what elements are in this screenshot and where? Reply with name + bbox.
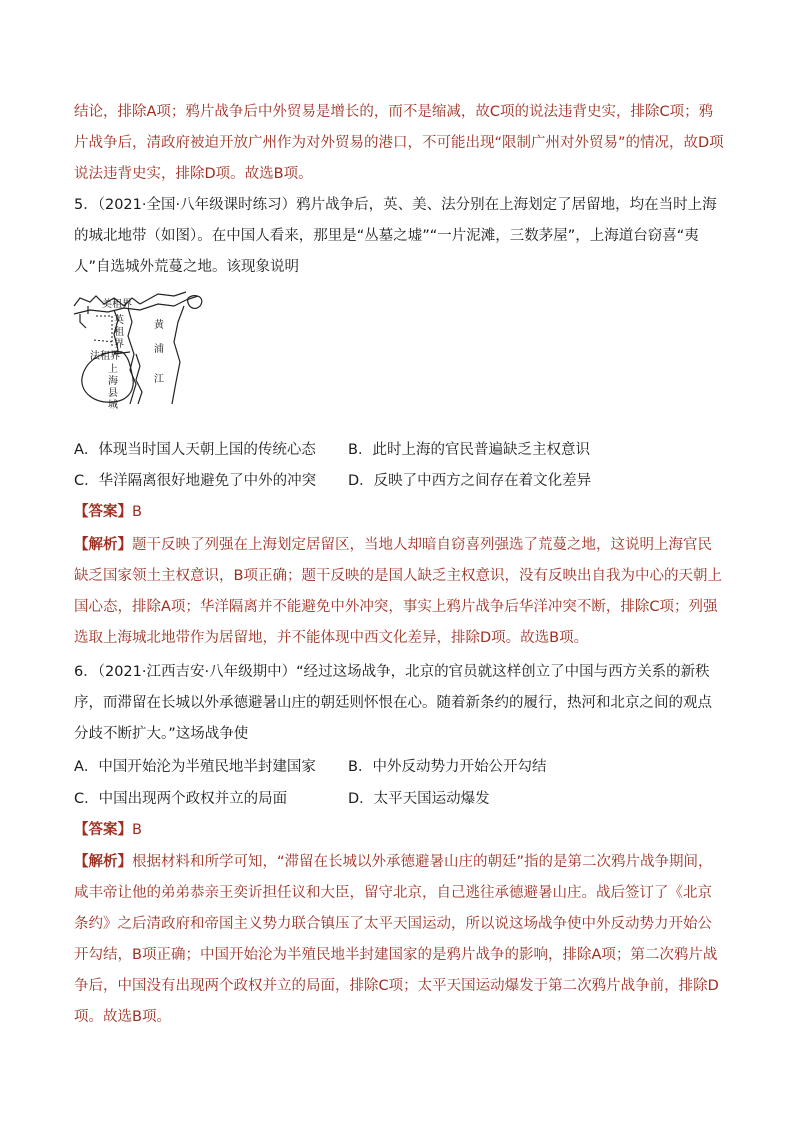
q5-analysis-label: 【解析】 — [74, 537, 132, 553]
q6-answer — [74, 815, 142, 846]
q6-answer-label: 【答案】 — [74, 822, 132, 838]
q6-analysis-label: 【解析】 — [74, 854, 132, 870]
q6-option-d: D．太平天国运动爆发 — [348, 791, 490, 807]
shanghai-concessions-map — [74, 292, 206, 411]
q5-option-a: A．体现当时国人天朝上国的传统心态 — [74, 442, 316, 458]
map-label-city-1: 上 — [108, 364, 118, 375]
map-label-uk-2: 租 — [114, 327, 124, 338]
map-label-city-3: 县 — [108, 388, 118, 399]
map-label-river-3: 江 — [154, 374, 164, 385]
map-label-fr-concession: 法租界 — [90, 351, 120, 362]
map-label-river-2: 浦 — [154, 344, 164, 355]
q5-option-b: B．此时上海的官民普遍缺乏主权意识 — [348, 442, 590, 458]
q5-answer-value: B — [132, 504, 142, 520]
q5-option-c: C．华洋隔离很好地避免了中外的冲突 — [74, 473, 317, 489]
map-label-river-1: 黄 — [154, 320, 164, 331]
q5-analysis-text: 题干反映了列强在上海划定居留区，当地人却暗自窃喜列强选了荒蔓之地，这说明上海官民缺乏国家领土主权意识，B项正确；题干反映的是国人缺乏主权意识，没有反映出自我为中心的天朝上国心态，排除A项；华洋隔离并不能避免中外冲突，事实上鸦片战争后华洋冲突不断，排除C项；列强选取上海城北地带作为居留地，并不能体现中西文化差异，排除D项。故选B项。 — [74, 537, 722, 646]
q6-analysis — [74, 847, 724, 1033]
map-label-city-4: 城 — [108, 400, 118, 411]
q5-option-d: D．反映了中西方之间存在着文化差异 — [348, 473, 592, 489]
q5-answer — [74, 497, 142, 528]
question-6-stem: 6．（2021·江西吉安·八年级期中）“经过这场战争，北京的官员就这样创立了中国与西方关系的新秩序，而滞留在长城以外承德避暑山庄的朝廷则怀恨在心。随着新条约的履行，热河和北京之间的观点分歧不断扩大。”这场战争使 — [74, 664, 712, 742]
q5-analysis — [74, 530, 724, 654]
map-label-us-concession: 美租界 — [102, 299, 132, 310]
map-label-city-2: 海 — [108, 376, 118, 387]
q6-option-a: A．中国开始沦为半殖民地半封建国家 — [74, 759, 316, 775]
q6-option-b: B．中外反动势力开始公开勾结 — [348, 759, 547, 775]
q5-answer-label: 【答案】 — [74, 504, 132, 520]
map-label-uk-1: 英 — [114, 315, 124, 326]
q6-answer-value: B — [132, 822, 142, 838]
q6-option-c: C．中国出现两个政权并立的局面 — [74, 791, 288, 807]
q6-analysis-text: 根据材料和所学可知，“滞留在长城以外承德避暑山庄的朝廷”指的是第二次鸦片战争期间，咸丰帝让他的弟弟恭亲王奕䜣担任议和大臣，留守北京，自己逃往承德避暑山庄。战后签订了《北京条约》之后清政府和帝国主义势力联合镇压了太平天国运动，所以说这场战争使中外反动势力开始公开勾结，B项正确；中国开始沦为半殖民地半封建国家的是鸦片战争的影响，排除A项；第二次鸦片战争后，中国没有出现两个政权并立的局面，排除C项；太平天国运动爆发于第二次鸦片战争前，排除D项。故选B项。 — [74, 854, 719, 1025]
previous-analysis-tail: 结论，排除A项；鸦片战争后中外贸易是增长的，而不是缩减，故C项的说法违背史实，排除C项；鸦片战争后，清政府被迫开放广州作为对外贸易的港口，不可能出现“限制广州对外贸易”的情况，故D项说法违背史实，排除D项。故选B项。 — [74, 104, 724, 182]
map-label-uk-3: 界 — [114, 339, 124, 350]
question-5-stem: 5．（2021·全国·八年级课时练习）鸦片战争后，英、美、法分别在上海划定了居留地，均在当时上海的城北地带（如图）。在中国人看来，那里是“丛墓之墟”“一片泥滩，三数茅屋”，上海道台窃喜“夷人”自选城外荒蔓之地。该现象说明 — [74, 197, 717, 275]
